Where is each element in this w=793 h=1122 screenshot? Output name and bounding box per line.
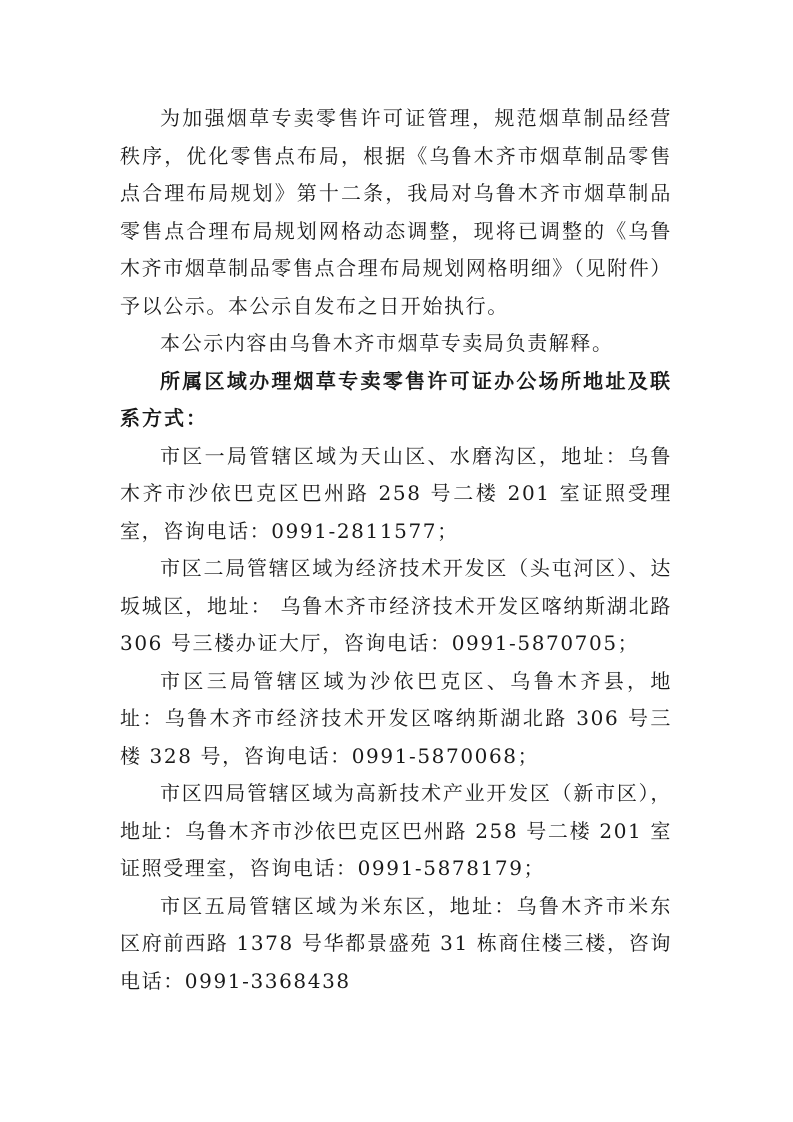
office-1-paragraph: 市区一局管辖区域为天山区、水磨沟区，地址：乌鲁木齐市沙依巴克区巴州路 258 号二楼 201 室证照受理室，咨询电话：0991-2811577； <box>120 443 672 543</box>
intro-paragraph: 为加强烟草专卖零售许可证管理，规范烟草制品经营秩序，优化零售点布局，根据《乌鲁木齐市烟草制品零售点合理布局规划》第十二条，我局对乌鲁木齐市烟草制品零售点合理布局规划网格动态调整，现将已调整的《乌鲁木齐市烟草制品零售点合理布局规划网格明细》（见附件）予以公示。本公示自发布之日开始执行。 <box>120 106 672 318</box>
office-5-paragraph: 市区五局管辖区域为米东区，地址：乌鲁木齐市米东区府前西路 1378 号华都景盛苑 31 栋商住楼三楼，咨询电话：0991-3368438 <box>120 893 672 993</box>
contact-heading: 所属区域办理烟草专卖零售许可证办公场所地址及联系方式： <box>120 368 672 430</box>
office-4-paragraph: 市区四局管辖区域为高新技术产业开发区（新市区），地址：乌鲁木齐市沙依巴克区巴州路 258 号二楼 201 室证照受理室，咨询电话：0991-5878179； <box>120 781 672 880</box>
office-3-paragraph: 市区三局管辖区域为沙依巴克区、乌鲁木齐县，地址：乌鲁木齐市经济技术开发区喀纳斯湖北路 306 号三楼 328 号，咨询电话：0991-5870068； <box>120 668 672 768</box>
office-2-paragraph: 市区二局管辖区域为经济技术开发区（头屯河区）、达坂城区，地址： 乌鲁木齐市经济技术开发区喀纳斯湖北路 306 号三楼办证大厅，咨询电话：0991-5870705； <box>120 556 672 655</box>
document-body <box>120 100 672 1000</box>
interpretation-paragraph: 本公示内容由乌鲁木齐市烟草专卖局负责解释。 <box>160 331 614 355</box>
